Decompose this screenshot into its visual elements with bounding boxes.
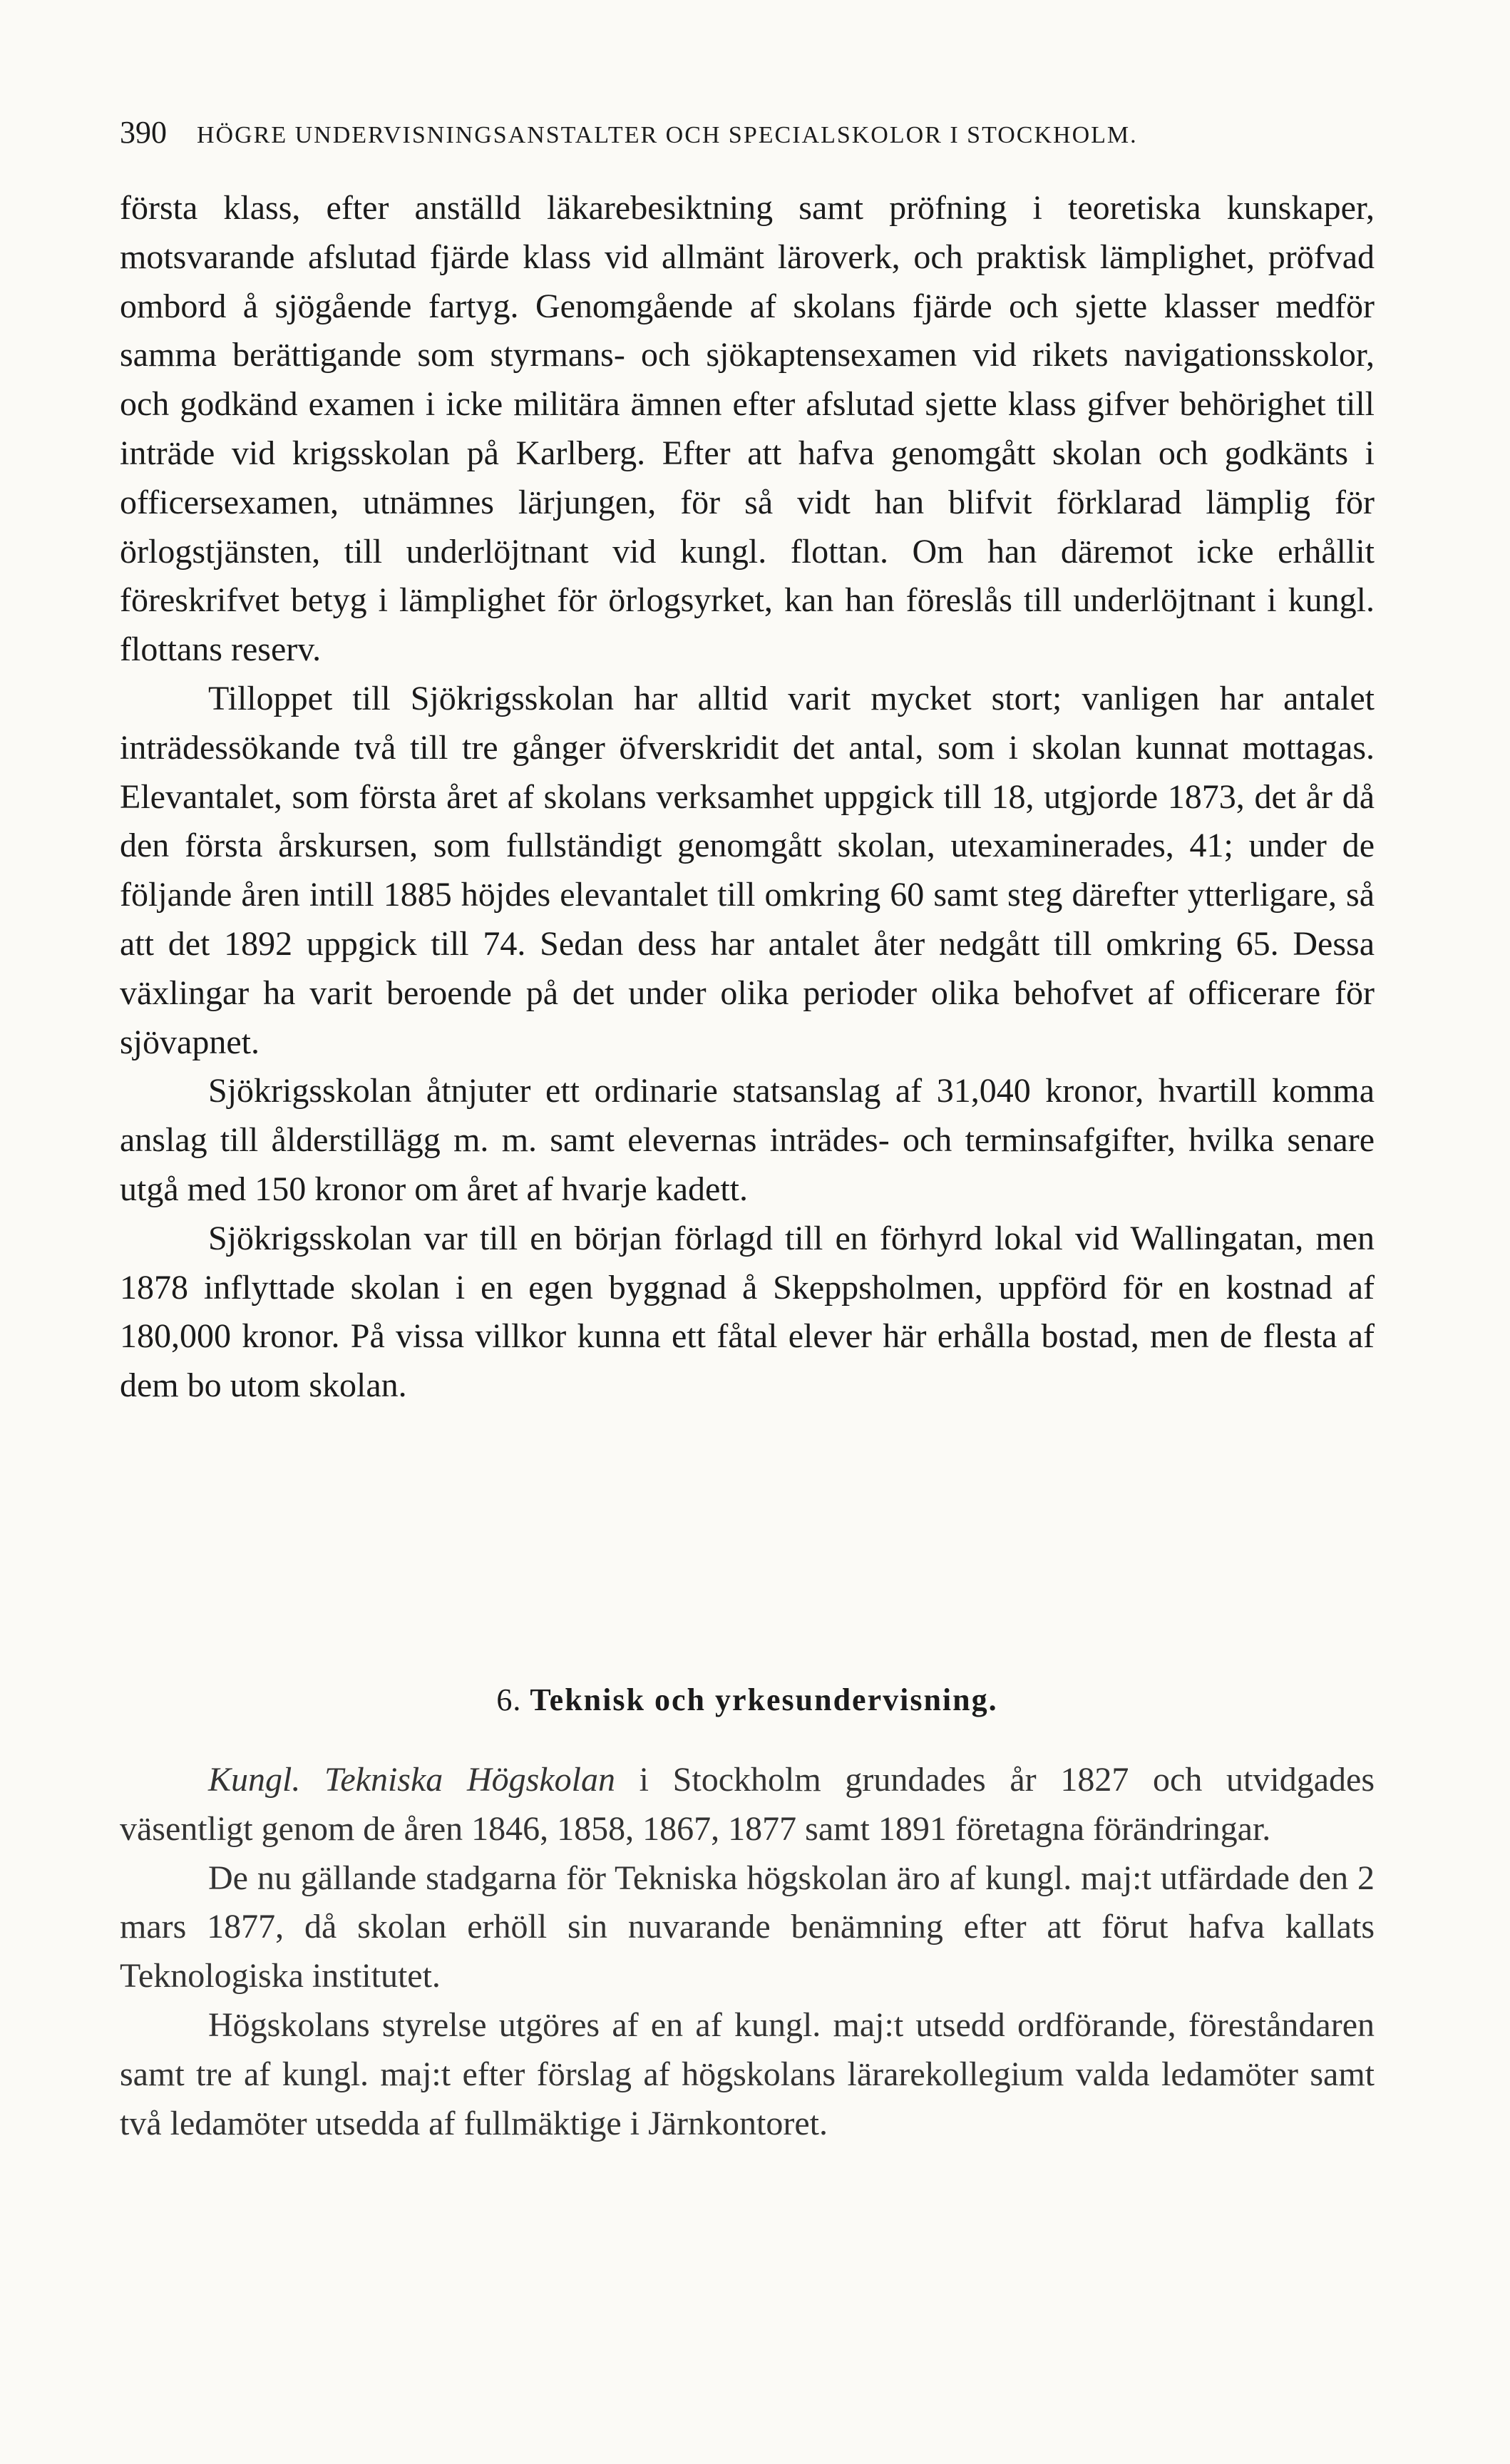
- sjokrigsskolan-text: [120, 184, 1375, 1411]
- section-heading: [120, 1682, 1375, 1718]
- paragraph: Tilloppet till Sjökrigsskolan har alltid varit mycket stort; vanligen har antalet inträdessökande två till tre gånger öfverskridit det antal, som i skolan kunnat mottagas. Elevantalet, som första året af skolans verksamhet uppgick till 18, utgjorde 1873, det år då den första årskursen, som fullständigt genomgått skolan, utexaminerades, 41; under de följande åren intill 1885 höjdes elevantalet till omkring 60 samt steg därefter ytterligare, så att det 1892 uppgick till 74. Sedan dess har antalet åter nedgått till omkring 65. Dessa växlingar ha varit beroende på det under olika perioder olika behofvet af officerare för sjövapnet.: [120, 679, 1375, 1061]
- paragraph: Högskolans styrelse utgöres af en af kungl. maj:t utsedd ordförande, föreståndaren samt tre af kungl. maj:t efter förslag af högskolans lärarekollegium valda ledamöter samt två ledamöter utsedda af fullmäktige i Järnkontoret.: [120, 2005, 1375, 2142]
- institution-name: Kungl. Tekniska Högskolan: [208, 1761, 615, 1799]
- teknisk-text: [120, 1756, 1375, 2148]
- paragraph-text: i Stockholm grundades år 1827 och utvidgades väsentligt genom de åren 1846, 1858, 1867, 1877 samt 1891 företagna förändringar.: [120, 1761, 1375, 1848]
- paragraph: Sjökrigsskolan var till en början förlagd till en förhyrd lokal vid Wallingatan, men 1878 inflyttade skolan i en egen byggnad å Skeppsholmen, uppförd för en kostnad af 180,000 kronor. På vissa villkor kunna ett fåtal elever här erhålla bostad, men de flesta af dem bo utom skolan.: [120, 1219, 1375, 1405]
- page-number: 390: [120, 115, 167, 150]
- section-number: 6.: [496, 1682, 522, 1717]
- paragraph: De nu gällande stadgarna för Tekniska högskolan äro af kungl. maj:t utfärdade den 2 mars 1877, då skolan erhöll sin nuvarande benämning efter att förut hafva kallats Teknologiska institutet.: [120, 1859, 1375, 1995]
- section-title: Teknisk och yrkesundervisning.: [530, 1682, 998, 1717]
- running-title: HÖGRE UNDERVISNINGSANSTALTER OCH SPECIALSKOLOR I STOCKHOLM.: [197, 122, 1138, 148]
- paragraph: Sjökrigsskolan åtnjuter ett ordinarie statsanslag af 31,040 kronor, hvartill komma anslag till ålderstillägg m. m. samt elevernas inträdes- och terminsafgifter, hvilka senare utgå med 150 kronor om året af hvarje kadett.: [120, 1072, 1375, 1208]
- paragraph: [120, 1756, 1375, 1854]
- running-header: [120, 114, 1403, 150]
- paragraph-continued: första klass, efter anställd läkarebesiktning samt pröfning i teoretiska kunskaper, motsvarande afslutad fjärde klass vid allmänt läroverk, och praktisk lämplighet, pröfvad ombord å sjögående fartyg. Genomgående af skolans fjärde och sjette klasser medför samma berättigande som styrmans- och sjökaptensexamen vid rikets navigationsskolor, och godkänd examen i icke militära ämnen efter afslutad sjette klass gifver behörighet till inträde vid krigsskolan på Karlberg. Efter att hafva genomgått skolan och godkänts i officersexamen, utnämnes lärjungen, för så vidt han blifvit förklarad lämplig för örlogstjänsten, till underlöjtnant vid kungl. flottan. Om han däremot icke erhållit föreskrifvet betyg i lämplighet för örlogsyrket, kan han föreslås till underlöjtnant i kungl. flottans reserv.: [120, 189, 1375, 669]
